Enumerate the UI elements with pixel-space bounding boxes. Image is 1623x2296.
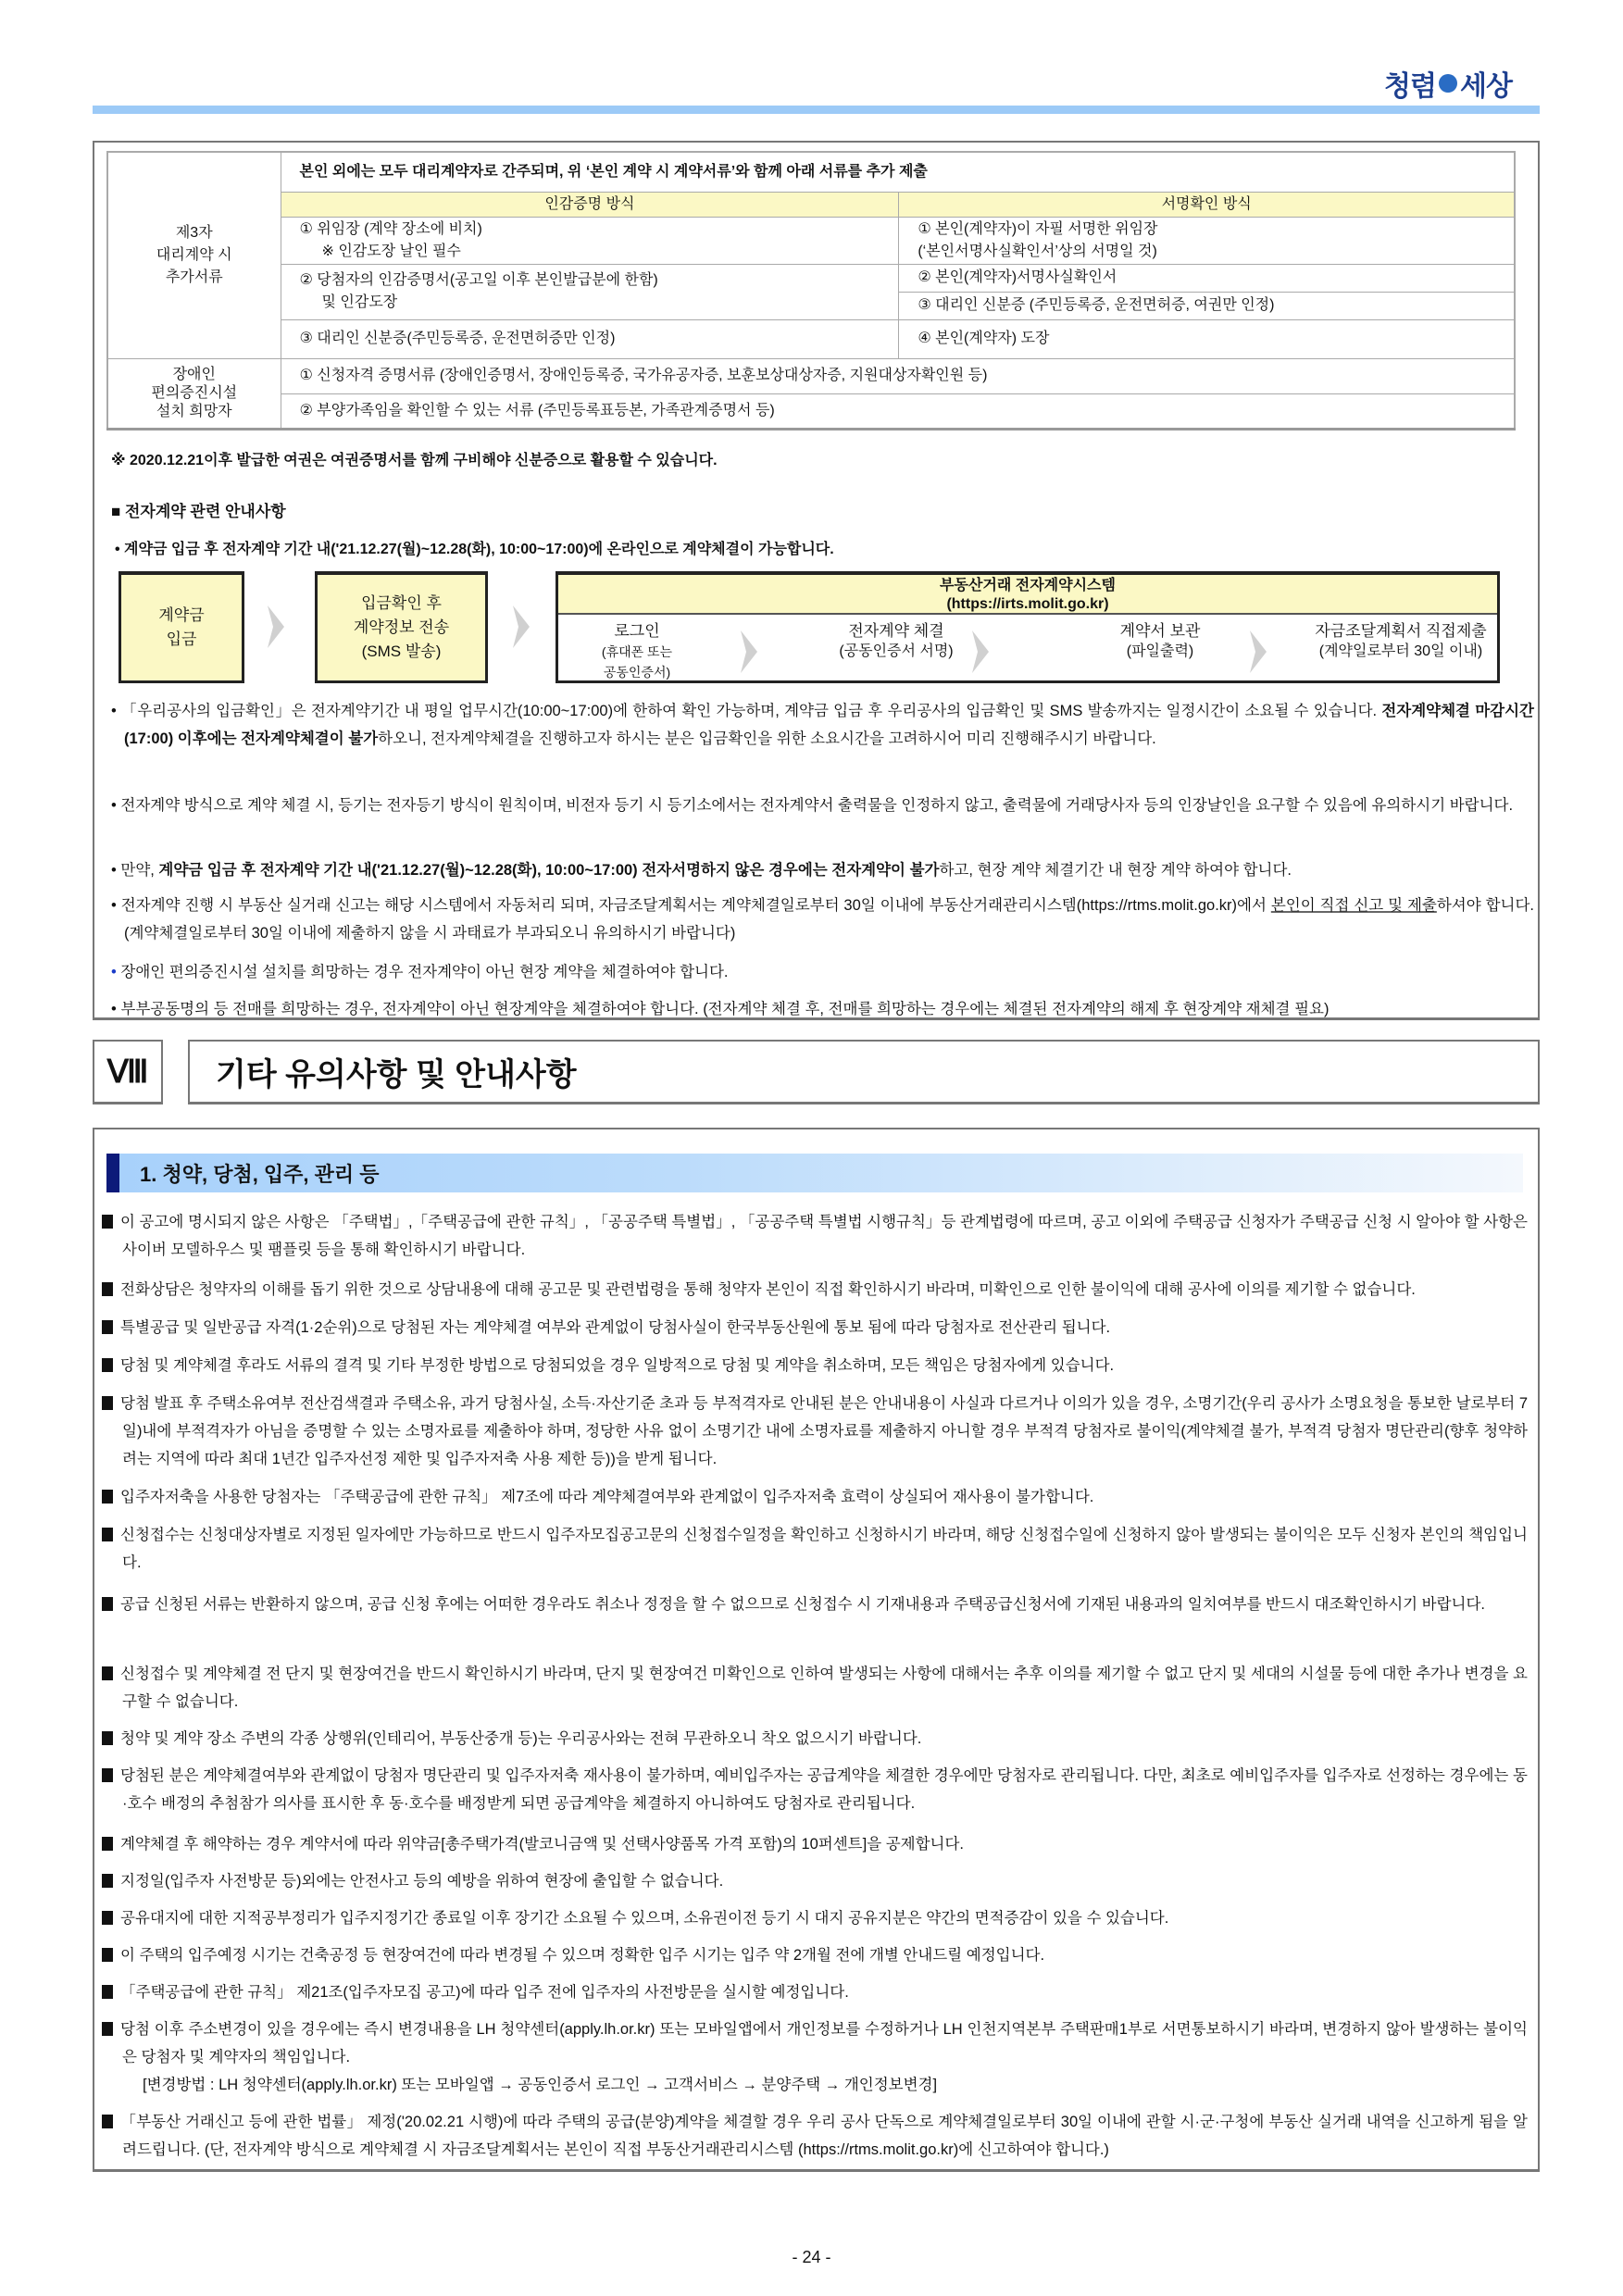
system-url: (https://irts.molit.go.kr) [946, 596, 1109, 612]
notice-item [102, 1390, 1528, 1473]
bullet-dot-icon: • [111, 897, 121, 914]
notice-item [102, 1904, 1528, 1932]
notice-text: 당첨 발표 후 주택소유여부 전산검색결과 주택소유, 과거 당첨사실, 소득·자산기준 초과 등 부적격자로 안내된 분은 안내내용이 사실과 다르거나 이의가 있을 경우, 소명기간(우리 공사가 소명요청을 통보한 날로부터 7일)내에 부적격자가 아님을 증명할 수 있는 소명자료를 제출하야 하며, 정당한 사유 없이 소명기간 내에 소명자료를 제출하지 아니할 경우 부적격 당첨자로 불이익(계약체결 불가, 부적격 당첨자 명단관리(향후 청약하려는 지역에 따라 최대 1년간 입주자선정 제한 및 입주자저축 사용 제한 등))을 받게 됩니다. [120, 1395, 1528, 1467]
step-title: 전자계약 체결 [848, 622, 944, 640]
econtract-note [104, 958, 1534, 986]
proxy-documents-table [106, 151, 1516, 430]
chapter-number: Ⅷ [93, 1040, 163, 1104]
note-text: 전자계약 진행 시 부동산 실거래 신고는 해당 시스템에서 자동처리 되며, 자금조달계획서는 계약체결일로부터 30일 이내에 부동산거래관리시스템(https://rtms.molit.go.kr)에서 [120, 897, 1271, 914]
square-bullet-icon [102, 1396, 113, 1410]
square-bullet-icon [102, 1666, 113, 1680]
notice-item [102, 1867, 1528, 1895]
notice-item [102, 1725, 1528, 1753]
square-bullet-icon [102, 1837, 113, 1851]
sign-1b-text: (‘본인서명사실확인서’상의 서명일 것) [918, 243, 1157, 259]
notice-text: 이 공고에 명시되지 않은 사항은 「주택법」,「주택공급에 관한 규칙」, 「공공주택 특별법」, 「공공주택 특별법 시행규칙」등 관계법령에 따르며, 공고 이외에 주택공급 신청자가 주택공급 신청 시 알아야 할 사항은 사이버 모델하우스 및 팸플릿 등을 통해 확인하시기 바랍니다. [120, 1214, 1528, 1258]
integrity-logo: 청렴 세상 [1384, 71, 1512, 102]
notice-item [102, 1314, 1528, 1341]
square-bullet-icon [102, 1911, 113, 1925]
notice-item [102, 1978, 1528, 2006]
notice-text: 「부동산 거래신고 등에 관한 법률」 제정('20.02.21 시행)에 따라 주택의 공급(분양)계약을 체결할 경우 우리 공사 단독으로 계약체결일로부터 30일 이내에 관할 시·군·구청에 부동산 실거래 내역을 신고하게 됨을 알려드립니다. (단, 전자계약 방식으로 계약체결 시 자금조달계획서는 본인이 직접 부동산거래관리시스템 (https://rtms.molit.go.kr)에 신고하여야 합니다.) [120, 2114, 1528, 2158]
note-text: 「우리공사의 입금확인」은 전자계약기간 내 평일 업무시간(10:00~17:00)에 한하여 확인 가능하며, 계약금 입금 후 우리공사의 입금확인 및 SMS 발송까지는 일정시간이 소요될 수 있습니다. [121, 703, 1382, 719]
econtract-note [104, 892, 1534, 947]
disabled-item-2: ② 부양가족임을 확인할 수 있는 서류 (주민등록표등본, 가족관계증명서 등) [281, 393, 1515, 429]
disabled-item-1: ① 신청자격 증명서류 (장애인증명서, 장애인등록증, 국가유공자증, 보훈보상대상자증, 지원대상자확인원 등) [281, 358, 1515, 393]
note-text: 만약, [120, 862, 159, 879]
notice-text: 특별공급 및 일반공급 자격(1·2순위)으로 당첨된 자는 계약체결 여부와 관계없이 당첨사실이 한국부동산원에 통보 됨에 따라 당첨자로 전산관리 됩니다. [120, 1319, 1111, 1336]
notice-text: 청약 및 계약 장소 주변의 각종 상행위(인테리어, 부동산중개 등)는 우리공사와는 전혀 무관하오니 착오 없으시기 바랍니다. [120, 1730, 922, 1747]
notice-text: 입주자저축을 사용한 당첨자는 「주택공급에 관한 규칙」 제7조에 따라 계약체결여부와 관계없이 입주자저축 효력이 상실되어 재사용이 불가합니다. [120, 1489, 1094, 1505]
seal-item-3: ③ 대리인 신분증(주민등록증, 운전면허증만 인정) [281, 319, 899, 358]
row-label-disabled: 장애인 편의증진시설 설치 희망자 [107, 358, 281, 429]
econtract-note [104, 856, 1534, 884]
square-bullet-icon [102, 1948, 113, 1962]
econtract-system-box [556, 571, 1500, 683]
system-step [1077, 621, 1243, 662]
note-text: 장애인 편의증진시설 설치를 희망하는 경우 전자계약이 아닌 현장 계약을 체결하여야 합니다. [120, 964, 729, 980]
note-text: 계약금 입금 후 전자계약 기간 내('21.12.27(월)~12.28(화), 10:00~17:00) 전자서명하지 않은 경우에는 전자계약이 불가 [158, 862, 940, 879]
notice-item [102, 2015, 1528, 2071]
econtract-intro: • 계약금 입금 후 전자계약 기간 내('21.12.27(월)~12.28(화), 10:00~17:00)에 온라인으로 계약체결이 가능합니다. [115, 542, 834, 557]
square-bullet-icon [102, 1282, 113, 1296]
notice-text: 계약체결 후 해약하는 경우 계약서에 따라 위약금[총주택가격(발코니금액 및 선택사양품목 가격 포함)의 10퍼센트]을 공제합니다. [120, 1836, 964, 1853]
step-subtitle: (파일출력) [1126, 643, 1194, 659]
notice-text: 공급 신청된 서류는 반환하지 않으며, 공급 신청 후에는 어떠한 경우라도 취소나 정정을 할 수 없으므로 신청접수 시 기재내용과 주택공급신청서에 기재된 내용과의 일치여부를 반드시 대조확인하시기 바랍니다. [120, 1596, 1486, 1613]
step-title: 자금조달계획서 직접제출 [1315, 622, 1487, 640]
system-title-band [558, 575, 1497, 615]
col-header-seal: 인감증명 방식 [281, 192, 899, 217]
notice-item [102, 1762, 1528, 1817]
notice-item [102, 1591, 1528, 1618]
note-text: 전자계약체결 마감시간(17:00) 이후에는 전자계약체결이 불가 [124, 703, 1534, 747]
notice-item [102, 1483, 1528, 1511]
notice-text: 이 주택의 입주예정 시기는 건축공정 등 현장여건에 따라 변경될 수 있으며 정확한 입주 시기는 입주 약 2개월 전에 개별 안내드릴 예정입니다. [120, 1947, 1045, 1964]
seal-1-text: ① 위임장 (계약 장소에 비치) [299, 220, 482, 237]
note-text: 하고, 현장 계약 체결기간 내 현장 계약 하여야 합니다. [939, 862, 1292, 879]
table-intro: 본인 외에는 모두 대리계약자로 간주되며, 위 ‘본인 계약 시 계약서류’와 함께 아래 서류를 추가 제출 [281, 152, 1515, 192]
square-bullet-icon [102, 1528, 113, 1541]
econtract-note [104, 697, 1534, 753]
notice-item [102, 1660, 1528, 1716]
step-title: 로그인 [614, 622, 660, 640]
notice-text: 당첨 이후 주소변경이 있을 경우에는 즉시 변경내용을 LH 청약센터(apply.lh.or.kr) 또는 모바일앱에서 개인정보를 수정하거나 LH 인천지역본부 주택판매1부로 서면통보하시기 바라며, 변경하지 않아 발생하는 불이익은 당첨자 및 계약자의 책임입니다. [120, 2021, 1528, 2065]
chevron-right-icon [511, 604, 531, 650]
notice-item [102, 1521, 1528, 1577]
bullet-dot-icon: • [111, 862, 121, 879]
notice-text: 지정일(입주자 사전방문 등)외에는 안전사고 등의 예방을 위하여 현장에 출입할 수 없습니다. [120, 1873, 724, 1890]
note-text: 전자계약 방식으로 계약 체결 시, 등기는 전자등기 방식이 원칙이며, 비전자 등기 시 등기소에서는 전자계약서 출력물을 인정하지 않고, 출력물에 거래당사자 등의 인장날인을 요구할 수 있음에 유의하시기 바랍니다. [120, 797, 1514, 814]
chevron-right-icon [739, 629, 759, 675]
square-bullet-icon [102, 1215, 113, 1229]
notice-item [102, 1352, 1528, 1379]
note-text: 부부공동명의 등 전매를 희망하는 경우, 전자계약이 아닌 현장계약을 체결하여야 합니다. (전자계약 체결 후, 전매를 희망하는 경우에는 체결된 전자계약의 해제 후 현장계약 재체결 필요) [120, 1001, 1330, 1017]
square-bullet-icon [102, 1768, 113, 1782]
flow-step-confirm: 입금확인 후 계약정보 전송 (SMS 발송) [315, 571, 488, 683]
econtract-heading: ■ 전자계약 관련 안내사항 [111, 503, 286, 520]
square-bullet-icon [102, 2115, 113, 2128]
chevron-right-icon [1248, 629, 1268, 675]
page-number: - 24 - [792, 2248, 831, 2266]
header-bar [93, 106, 1540, 114]
square-bullet-icon [102, 2022, 113, 2036]
seal-1-note: ※ 인감도장 날인 필수 [321, 243, 461, 259]
notice-item [102, 2108, 1528, 2164]
chevron-right-icon [970, 629, 991, 675]
square-bullet-icon [102, 1985, 113, 1999]
chevron-right-icon [266, 604, 286, 650]
square-bullet-icon [102, 1490, 113, 1504]
notice-item [102, 1276, 1528, 1304]
square-bullet-icon [102, 1874, 113, 1888]
flow-step-deposit: 계약금 입금 [119, 571, 244, 683]
notice-text: 「주택공급에 관한 규칙」 제21조(입주자모집 공고)에 따라 입주 전에 입주자의 사전방문을 실시할 예정입니다. [120, 1984, 849, 2001]
system-step [1308, 621, 1493, 662]
col-header-sign: 서명확인 방식 [899, 192, 1515, 217]
step-subtitle: (휴대폰 또는 공동인증서) [601, 644, 673, 680]
notice-text: 전화상담은 청약자의 이해를 돕기 위한 것으로 상담내용에 대해 공고문 및 관련법령을 통해 청약자 본인이 직접 확인하시기 바라며, 미확인으로 인한 불이익에 대해 공사에 이의를 제기할 수 없습니다. [120, 1281, 1416, 1298]
sign-1-text: ① 본인(계약자)이 자필 서명한 위임장 [918, 220, 1158, 237]
notice-text: 당첨된 분은 계약체결여부와 관계없이 당첨자 명단관리 및 입주자저축 재사용이 불가하며, 예비입주자는 공급계약을 체결한 경우에만 당첨자로 관리됩니다. 다만, 최초로 예비입주자를 입주자로 선정하는 경우에는 동·호수 배정의 추첨참가 의사를 표시한 후 동·호수를 배정받게 되면 공급계약을 체결하지 아니하여도 당첨자로 관리됩니다. [120, 1767, 1528, 1812]
notice-item [102, 1208, 1528, 1264]
step-title: 계약서 보관 [1119, 622, 1201, 640]
square-bullet-icon [102, 1597, 113, 1611]
sign-item-4: ④ 본인(계약자) 도장 [899, 319, 1515, 358]
bullet-dot-icon: • [111, 964, 121, 980]
step-subtitle: (공동인증서 서명) [839, 643, 954, 659]
notice-item [102, 1830, 1528, 1858]
chapter-title: 기타 유의사항 및 안내사항 [188, 1040, 1540, 1104]
sign-item-2: ② 본인(계약자)서명사실확인서 [899, 264, 1515, 292]
step-subtitle: (계약일로부터 30일 이내) [1318, 643, 1483, 659]
address-change-method: [변경방법 : LH 청약센터(apply.lh.or.kr) 또는 모바일앱 → 공동인증서 로그인 → 고객서비스 → 분양주택 → 개인정보변경] [143, 2077, 938, 2093]
bullet-dot-icon: • [111, 1001, 121, 1017]
square-bullet-icon [102, 1320, 113, 1334]
sign-item-1 [899, 217, 1515, 264]
notice-text: 당첨 및 계약체결 후라도 서류의 결격 및 기타 부정한 방법으로 당첨되었을 경우 일방적으로 당첨 및 계약을 취소하며, 모든 책임은 당첨자에게 있습니다. [120, 1357, 1115, 1374]
bullet-dot-icon: • [111, 797, 121, 814]
notice-text: 신청접수는 신청대상자별로 지정된 일자에만 가능하므로 반드시 입주자모집공고문의 신청접수일정을 확인하고 신청하시기 바라며, 해당 신청접수일에 신청하지 않아 발생되는 불이익은 모두 신청자 본인의 책임입니다. [120, 1527, 1528, 1571]
seal-2-text: ② 당첨자의 인감증명서(공고일 이후 본인발급분에 한함) [299, 272, 658, 288]
notice-text: 공유대지에 대한 지적공부정리가 입주지정기간 종료일 이후 장기간 소요될 수 있으며, 소유권이전 등기 시 대지 공유지분은 약간의 면적증감이 있을 수 있습니다. [120, 1910, 1169, 1927]
seal-item-1 [281, 217, 899, 264]
passport-note: ※ 2020.12.21이후 발급한 여권은 여권증명서를 함께 구비해야 신분증으로 활용할 수 있습니다. [111, 453, 718, 468]
system-title: 부동산거래 전자계약시스템 [940, 578, 1116, 593]
econtract-note [104, 792, 1534, 819]
sign-item-3: ③ 대리인 신분증 (주민등록증, 운전면허증, 여권만 인정) [899, 292, 1515, 319]
econtract-note [104, 995, 1534, 1023]
bullet-dot-icon: • [111, 703, 122, 719]
note-text: 하셔야 합니다. (계약체결일로부터 30일 이내에 제출하지 않을 시 과태료가 부과되오니 유의하시기 바랍니다) [124, 897, 1534, 942]
seal-2b-text: 및 인감도장 [321, 294, 398, 310]
notice-item [102, 1941, 1528, 1969]
note-text: 본인이 직접 신고 및 제출 [1270, 897, 1437, 914]
row-label-proxy: 제3자 대리계약 시 추가서류 [107, 152, 281, 358]
square-bullet-icon [102, 1731, 113, 1745]
square-bullet-icon [102, 1358, 113, 1372]
section-1-title: 1. 청약, 당첨, 입주, 관리 등 [106, 1154, 1523, 1192]
note-text: 하오니, 전자계약체결을 진행하고자 하시는 분은 입금확인을 위한 소요시간을 고려하시어 미리 진행해주시기 바랍니다. [378, 730, 1156, 747]
system-step [568, 621, 706, 682]
notice-text: 신청접수 및 계약체결 전 단지 및 현장여건을 반드시 확인하시기 바라며, 단지 및 현장여건 미확인으로 인하여 발생되는 사항에 대해서는 추후 이의를 제기할 수 없고 단지 및 세대의 시설물 등에 대한 추가나 변경을 요구할 수 없습니다. [120, 1666, 1528, 1710]
seal-item-2 [281, 264, 899, 319]
